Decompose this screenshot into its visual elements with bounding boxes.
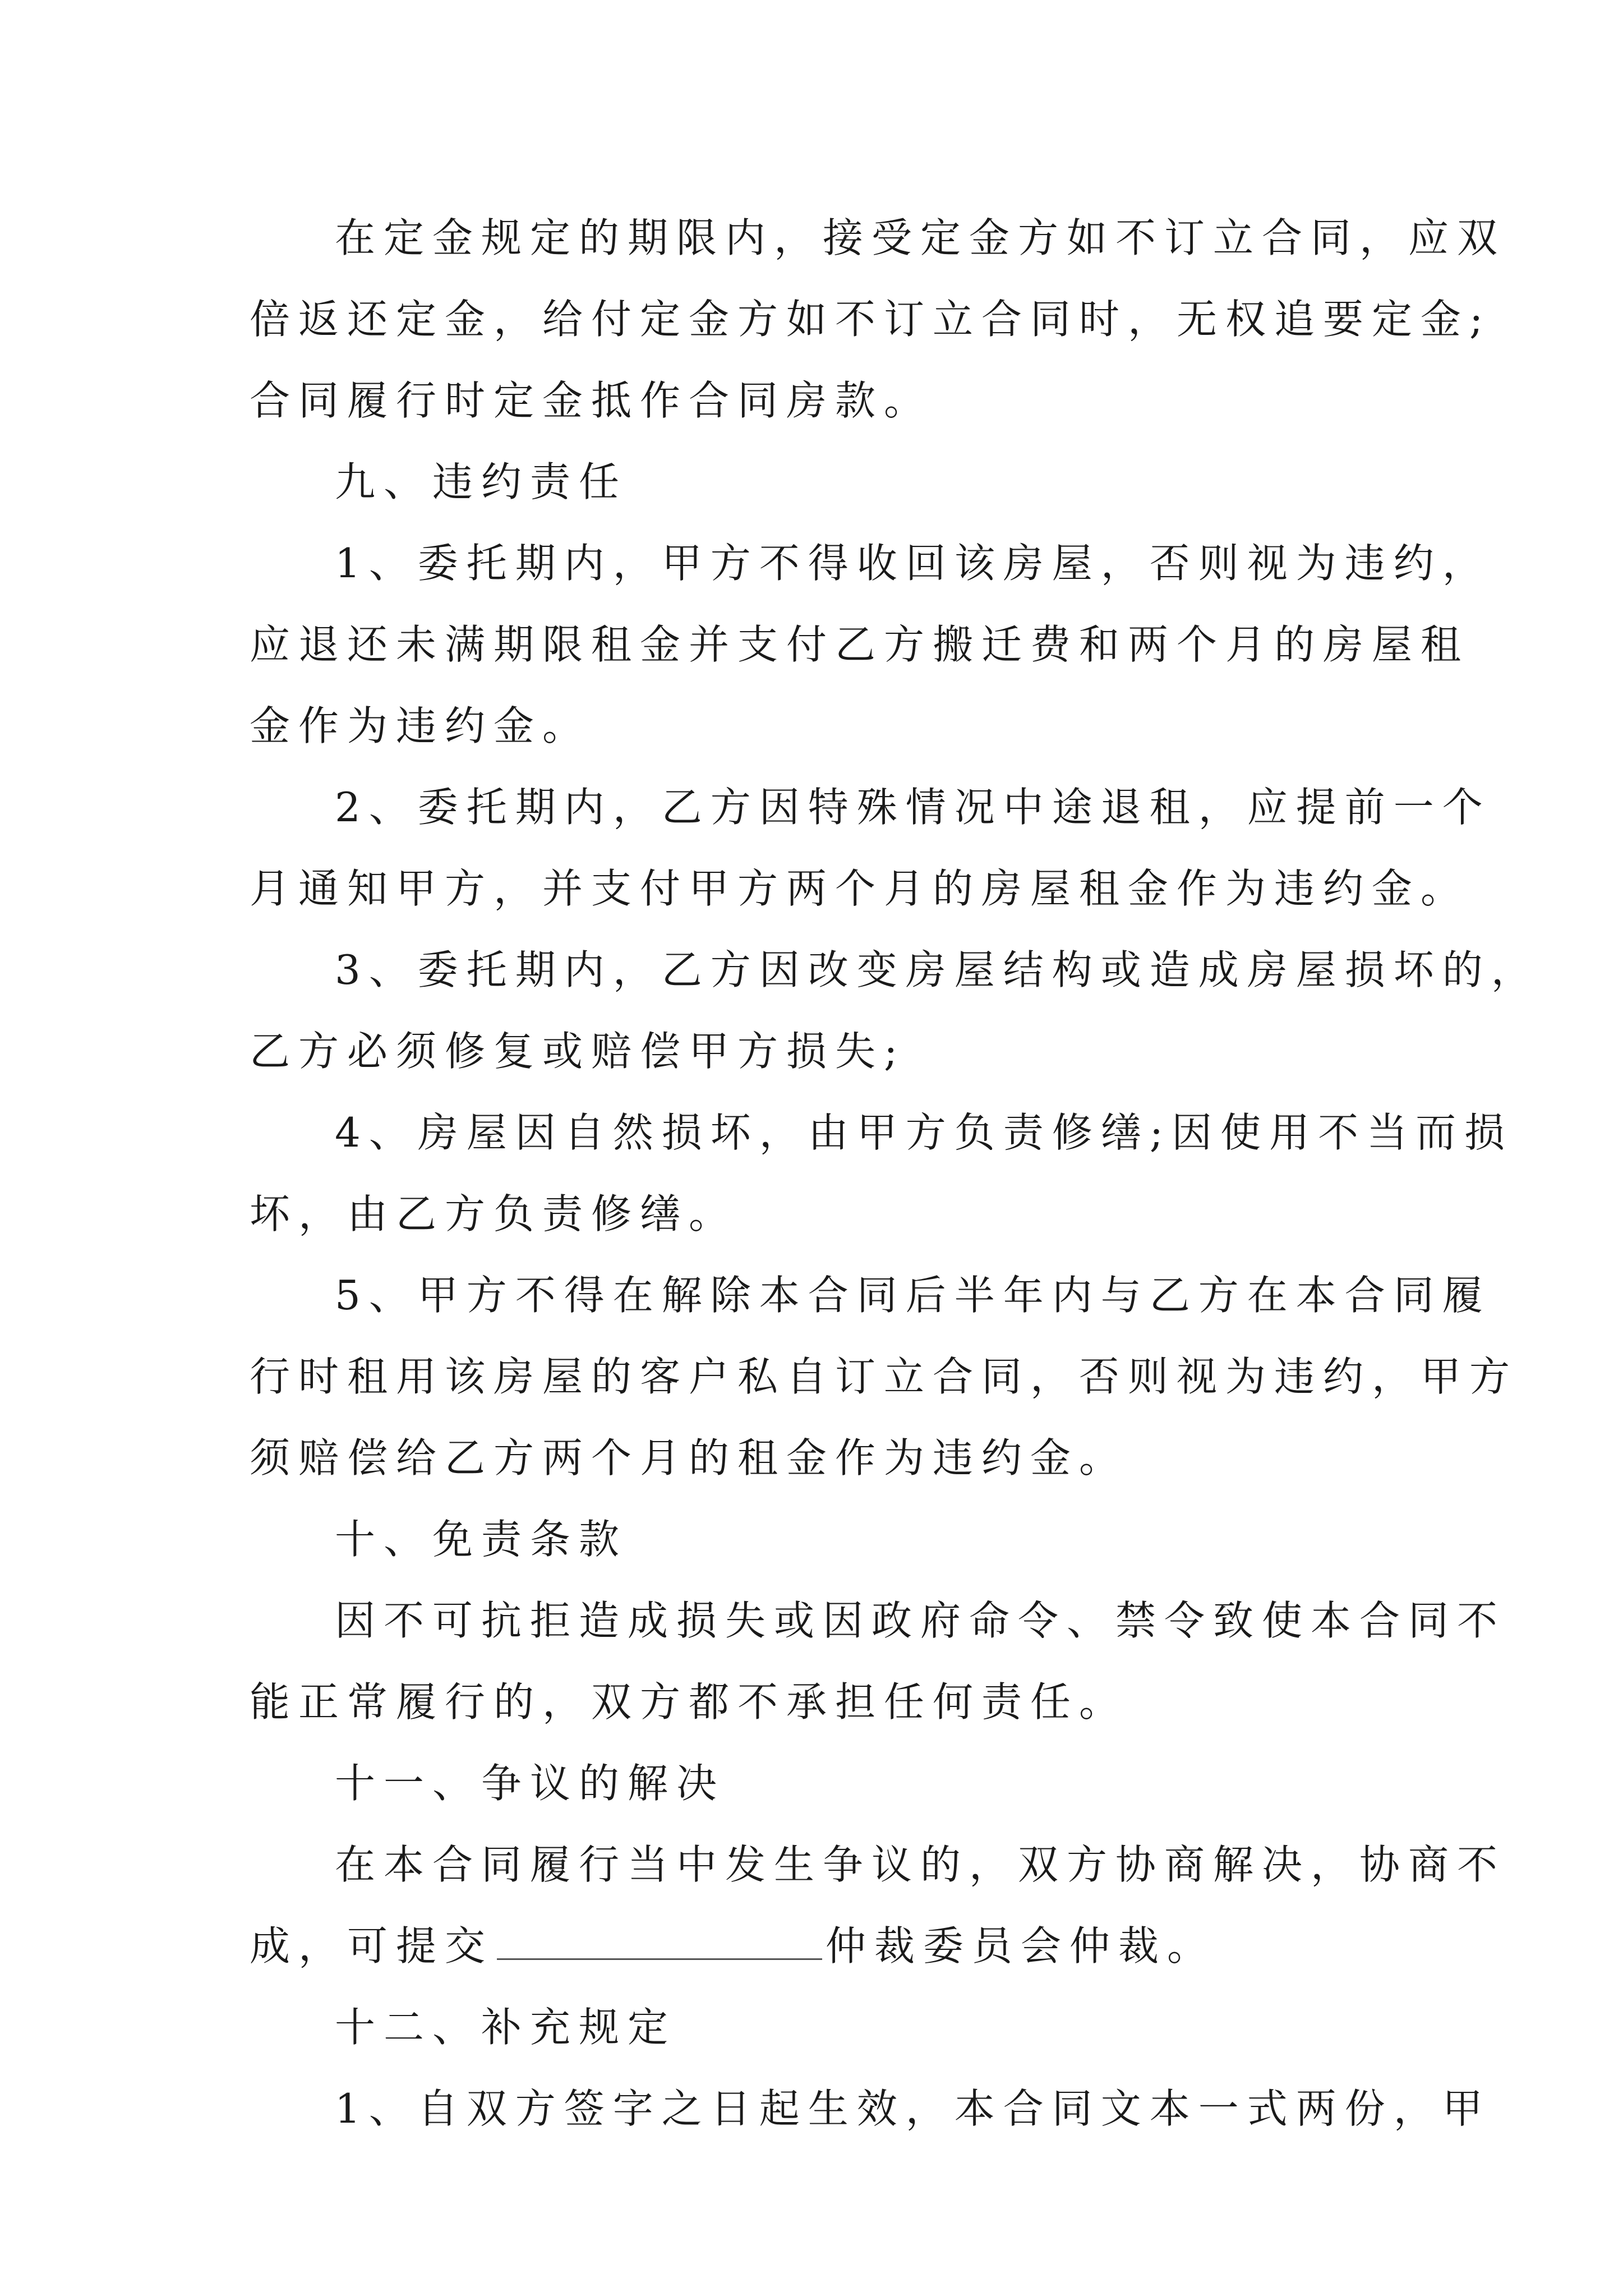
section-heading: 十二、补充规定 [335, 2004, 677, 2051]
text-line: 2、委托期内，乙方因特殊情况中途退租，应提前一个 [335, 784, 1491, 831]
text-segment: 成，可提交 [250, 1922, 494, 1970]
section-heading: 十一、争议的解决 [335, 1760, 726, 1807]
text-line: 因不可抗拒造成损失或因政府命令、禁令致使本合同不 [335, 1597, 1506, 1644]
text-line: 应退还未满期限租金并支付乙方搬迁费和两个月的房屋租 [250, 621, 1470, 668]
text-line: 3、委托期内，乙方因改变房屋结构或造成房屋损坏的， [335, 946, 1540, 993]
text-line: 行时租用该房屋的客户私自订立合同，否则视为违约，甲方 [250, 1353, 1519, 1400]
text-line: 倍返还定金，给付定金方如不订立合同时，无权追要定金; [250, 296, 1492, 343]
text-line: 1、委托期内，甲方不得收回该房屋，否则视为违约， [335, 540, 1491, 587]
text-line: 金作为违约金。 [250, 702, 592, 749]
text-line: 4、房屋因自然损坏，由甲方负责修缮;因使用不当而损 [335, 1109, 1514, 1156]
text-line: 乙方必须修复或赔偿甲方损失; [250, 1028, 906, 1075]
text-line: 月通知甲方，并支付甲方两个月的房屋租金作为违约金。 [250, 865, 1470, 912]
text-line: 1、自双方签字之日起生效，本合同文本一式两份，甲 [335, 2085, 1491, 2132]
text-line: 5、甲方不得在解除本合同后半年内与乙方在本合同履 [335, 1272, 1491, 1319]
text-segment: 仲裁委员会仲裁。 [826, 1922, 1216, 1970]
text-line: 合同履行时定金抵作合同房款。 [250, 377, 933, 424]
text-line: 在定金规定的期限内，接受定金方如不订立合同，应双 [335, 214, 1506, 261]
text-line: 能正常履行的，双方都不承担任何责任。 [250, 1678, 1128, 1726]
fill-in-blank[interactable] [497, 1955, 822, 1960]
text-line: 须赔偿给乙方两个月的租金作为违约金。 [250, 1434, 1128, 1481]
text-line-with-blank [250, 1922, 1216, 1970]
text-line: 坏，由乙方负责修缮。 [250, 1190, 738, 1237]
section-heading: 九、违约责任 [335, 458, 628, 505]
text-line: 在本合同履行当中发生争议的，双方协商解决，协商不 [335, 1841, 1506, 1888]
section-heading: 十、免责条款 [335, 1516, 628, 1563]
